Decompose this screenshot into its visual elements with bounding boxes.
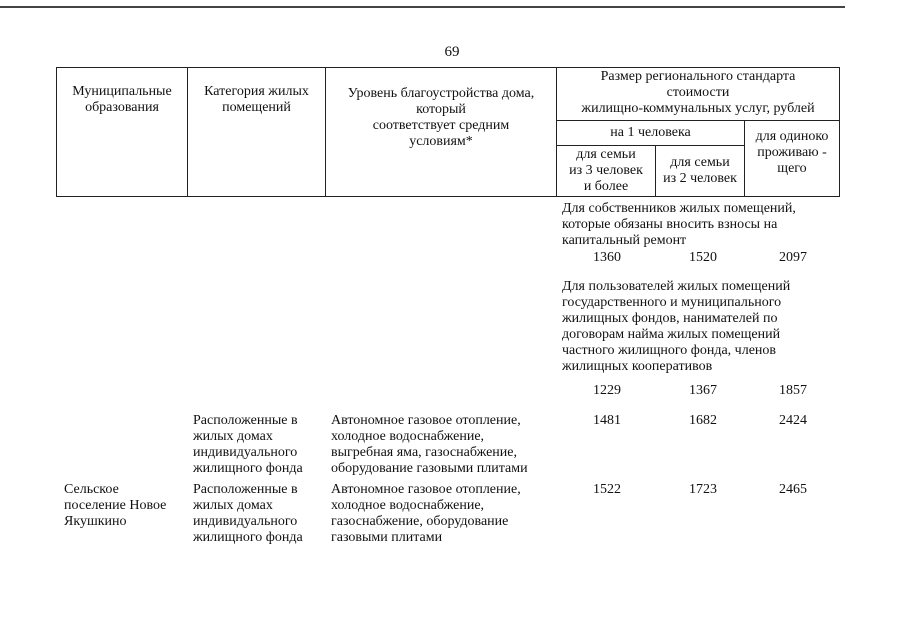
value-users-family2: 1367: [689, 383, 717, 398]
row-category: Расположенные в жилых домах индивидуального жилищного фонда: [193, 413, 303, 476]
value-owners-family2: 1520: [689, 250, 717, 265]
scan-edge-line: [0, 6, 845, 8]
group-note-owners: Для собственников жилых помещений, которые обязаны вносить взносы на капитальный ремонт: [562, 201, 796, 248]
row-category: Расположенные в жилых домах индивидуального жилищного фонда: [193, 482, 303, 545]
row-value-family2: 1723: [689, 482, 717, 497]
page-number: 69: [444, 44, 460, 60]
header-per-person: на 1 человека: [610, 125, 691, 140]
value-users-single: 1857: [779, 383, 807, 398]
header-family-3: для семьи из 3 человек и более: [569, 147, 643, 194]
row-level: Автономное газовое отопление, холодное водоснабжение, выгребная яма, газоснабжение, оборудование газовыми плитами: [331, 413, 528, 476]
group-note-users: Для пользователей жилых помещений государственного и муниципального жилищных фондов, нанимателей по договорам найма жилых помещений частного жилищного фонда, членов жилищных кооперативов: [562, 279, 791, 374]
header-size: Размер регионального стандарта стоимости жилищно-коммунальных услуг, рублей: [581, 69, 815, 116]
header-family-2: для семьи из 2 человек: [663, 155, 737, 186]
row-value-family3: 1522: [593, 482, 621, 497]
row-municipality: Сельское поселение Новое Якушкино: [64, 482, 167, 529]
value-owners-family3: 1360: [593, 250, 621, 265]
row-value-family3: 1481: [593, 413, 621, 428]
row-value-family2: 1682: [689, 413, 717, 428]
header-level: Уровень благоустройства дома, который соответствует средним условиям*: [347, 86, 535, 149]
header-category: Категория жилых помещений: [204, 84, 309, 115]
row-value-single: 2465: [779, 482, 807, 497]
value-users-family3: 1229: [593, 383, 621, 398]
value-owners-single: 2097: [779, 250, 807, 265]
header-municipality: Муниципальные образования: [72, 84, 172, 115]
row-value-single: 2424: [779, 413, 807, 428]
header-single: для одиноко проживаю - щего: [755, 129, 829, 176]
row-level: Автономное газовое отопление, холодное водоснабжение, газоснабжение, оборудование газовыми плитами: [331, 482, 521, 545]
